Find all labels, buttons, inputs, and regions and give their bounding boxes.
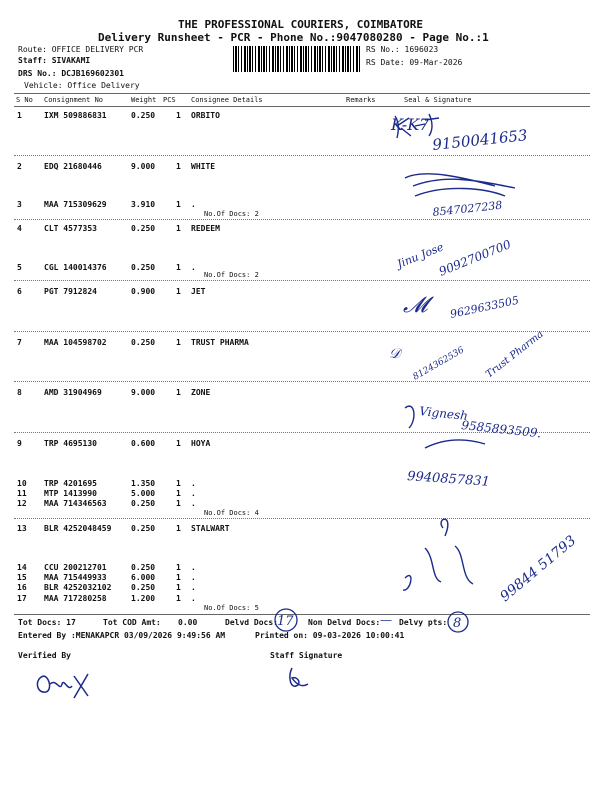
sig-text: 9092700700	[436, 237, 513, 279]
consignment-number: TRP 4695130	[44, 439, 97, 448]
docs-note: No.Of Docs: 5	[204, 604, 259, 612]
consignee-name: .	[191, 499, 196, 508]
weight-value: 0.250	[131, 583, 156, 592]
serial-number: 5	[17, 263, 22, 272]
rs-date: RS Date: 09-Mar-2026	[366, 58, 463, 67]
consignee-name: HOYA	[191, 439, 211, 448]
consignment-number: MAA 715309629	[44, 200, 107, 209]
pieces-count: 1	[176, 489, 181, 498]
total-cod-amount: 0.00	[178, 618, 198, 627]
serial-number: 3	[17, 200, 22, 209]
serial-number: 2	[17, 162, 22, 171]
consignment-number: BLR 4252048459	[44, 524, 112, 533]
staff-label: Staff: SIVAKAMI	[18, 56, 91, 65]
runsheet-title: Delivery Runsheet - PCR - Phone No.:9047080280 - Page No.:1	[98, 31, 489, 44]
serial-number: 11	[17, 489, 27, 498]
handwritten-signatures	[385, 108, 585, 608]
consignee-name: JET	[191, 287, 206, 296]
staff-signature	[284, 664, 324, 694]
weight-value: 0.600	[131, 439, 156, 448]
serial-number: 1	[17, 111, 22, 120]
consignment-number: CGL 140014376	[44, 263, 107, 272]
pieces-count: 1	[176, 524, 181, 533]
delivered-count: 17	[277, 614, 294, 629]
serial-number: 9	[17, 439, 22, 448]
weight-value: 6.000	[131, 573, 156, 582]
consignment-number: MAA 715449933	[44, 573, 107, 582]
consignee-name: .	[191, 563, 196, 572]
total-cod-label: Tot COD Amt:	[103, 618, 161, 627]
company-name: THE PROFESSIONAL COURIERS, COIMBATORE	[178, 18, 424, 31]
weight-value: 0.250	[131, 524, 156, 533]
serial-number: 8	[17, 388, 22, 397]
consignee-name: .	[191, 573, 196, 582]
consignee-name: REDEEM	[191, 224, 220, 233]
consignment-number: AMD 31904969	[44, 388, 102, 397]
col-consignment: Consignment No	[44, 96, 104, 104]
consignment-number: IXM 509886831	[44, 111, 107, 120]
docs-note: No.Of Docs: 4	[204, 509, 259, 517]
consignment-number: MAA 104598702	[44, 338, 107, 347]
sig-text: 99844 51793	[497, 532, 580, 606]
consignment-number: MAA 714346563	[44, 499, 107, 508]
consignee-name: ZONE	[191, 388, 211, 397]
serial-number: 12	[17, 499, 27, 508]
non-delivered-docs-label: Non Delvd Docs:	[308, 618, 381, 627]
pieces-count: 1	[176, 583, 181, 592]
non-delivered-count: —	[380, 613, 392, 627]
delivered-docs-label: Delvd Docs:	[225, 618, 278, 627]
pieces-count: 1	[176, 224, 181, 233]
consignment-number: CCU 200212701	[44, 563, 107, 572]
docs-note: No.Of Docs: 2	[204, 210, 259, 218]
weight-value: 0.250	[131, 563, 156, 572]
sig-text: 9150041653	[431, 126, 529, 154]
consignment-number: MAA 717280258	[44, 594, 107, 603]
consignment-number: EDQ 21680446	[44, 162, 102, 171]
weight-value: 0.900	[131, 287, 156, 296]
pieces-count: 1	[176, 499, 181, 508]
consignee-name: .	[191, 479, 196, 488]
weight-value: 0.250	[131, 338, 156, 347]
weight-value: 5.000	[131, 489, 156, 498]
sig-text: K-K7	[391, 115, 430, 134]
vehicle-label: Vehicle: Office Delivery	[24, 81, 140, 90]
weight-value: 3.910	[131, 200, 156, 209]
pieces-count: 1	[176, 162, 181, 171]
consignment-number: PGT 7912824	[44, 287, 97, 296]
sig-text: 9585893509.	[460, 418, 542, 441]
col-sno: S No	[16, 96, 33, 104]
route-label: Route: OFFICE DELIVERY PCR	[18, 45, 144, 54]
serial-number: 7	[17, 338, 22, 347]
verified-by-signature	[30, 664, 110, 704]
rs-number: RS No.: 1696023	[366, 45, 439, 54]
barcode	[233, 46, 361, 72]
weight-value: 0.250	[131, 224, 156, 233]
col-remarks: Remarks	[346, 96, 376, 104]
col-weight: Weight	[131, 96, 157, 104]
pieces-count: 1	[176, 388, 181, 397]
pieces-count: 1	[176, 573, 181, 582]
weight-value: 0.250	[131, 111, 156, 120]
consignee-name: .	[191, 263, 196, 272]
consignment-number: BLR 4252032102	[44, 583, 112, 592]
sig-text: Trust Pharma	[484, 328, 546, 381]
entered-by: Entered By :MENAKAPCR 03/09/2026 9:49:56 AM	[18, 631, 226, 640]
consignee-name: ORBITO	[191, 111, 220, 120]
pieces-count: 1	[176, 563, 181, 572]
delivery-points-label: Delvy pts:	[399, 618, 448, 627]
sig-text: Vignesh	[418, 404, 469, 424]
col-consignee: Consignee Details	[191, 96, 263, 104]
serial-number: 10	[17, 479, 27, 488]
pieces-count: 1	[176, 200, 181, 209]
serial-number: 14	[17, 563, 27, 572]
pieces-count: 1	[176, 338, 181, 347]
weight-value: 9.000	[131, 388, 156, 397]
staff-signature-label: Staff Signature	[270, 651, 343, 660]
weight-value: 9.000	[131, 162, 156, 171]
serial-number: 15	[17, 573, 27, 582]
consignee-name: .	[191, 489, 196, 498]
printed-on: Printed on: 09-03-2026 10:00:41	[255, 631, 405, 640]
col-pcs: PCS	[163, 96, 176, 104]
svg-text:𝓜: 𝓜	[403, 293, 428, 318]
weight-value: 0.250	[131, 263, 156, 272]
sig-text: 9629633505	[448, 293, 521, 321]
consignment-number: TRP 4201695	[44, 479, 97, 488]
serial-number: 6	[17, 287, 22, 296]
sig-text: 8124362536	[411, 345, 467, 383]
weight-value: 0.250	[131, 499, 156, 508]
svg-text:𝒟: 𝒟	[389, 346, 401, 362]
consignee-name: .	[191, 200, 196, 209]
serial-number: 16	[17, 583, 27, 592]
consignee-name: STALWART	[191, 524, 230, 533]
consignment-number: MTP 1413990	[44, 489, 97, 498]
serial-number: 17	[17, 594, 27, 603]
consignment-number: CLT 4577353	[44, 224, 97, 233]
total-docs: Tot Docs: 17	[18, 618, 76, 627]
sig-text: Jinu Jose	[395, 240, 446, 271]
pieces-count: 1	[176, 287, 181, 296]
pieces-count: 1	[176, 594, 181, 603]
pieces-count: 1	[176, 111, 181, 120]
delivery-points-count: 8	[453, 616, 462, 631]
consignee-name: WHITE	[191, 162, 216, 171]
sig-text: 8547027238	[431, 198, 503, 219]
consignee-name: .	[191, 594, 196, 603]
col-seal-signature: Seal & Signature	[404, 96, 472, 104]
consignee-name: .	[191, 583, 196, 592]
drs-number: DRS No.: DCJB169602301	[18, 69, 124, 78]
pieces-count: 1	[176, 479, 181, 488]
weight-value: 1.200	[131, 594, 156, 603]
weight-value: 1.350	[131, 479, 156, 488]
pieces-count: 1	[176, 263, 181, 272]
docs-note: No.Of Docs: 2	[204, 271, 259, 279]
consignee-name: TRUST PHARMA	[191, 338, 249, 347]
serial-number: 13	[17, 524, 27, 533]
verified-by-label: Verified By	[18, 651, 71, 660]
pieces-count: 1	[176, 439, 181, 448]
sig-text: 9940857831	[406, 469, 491, 490]
serial-number: 4	[17, 224, 22, 233]
